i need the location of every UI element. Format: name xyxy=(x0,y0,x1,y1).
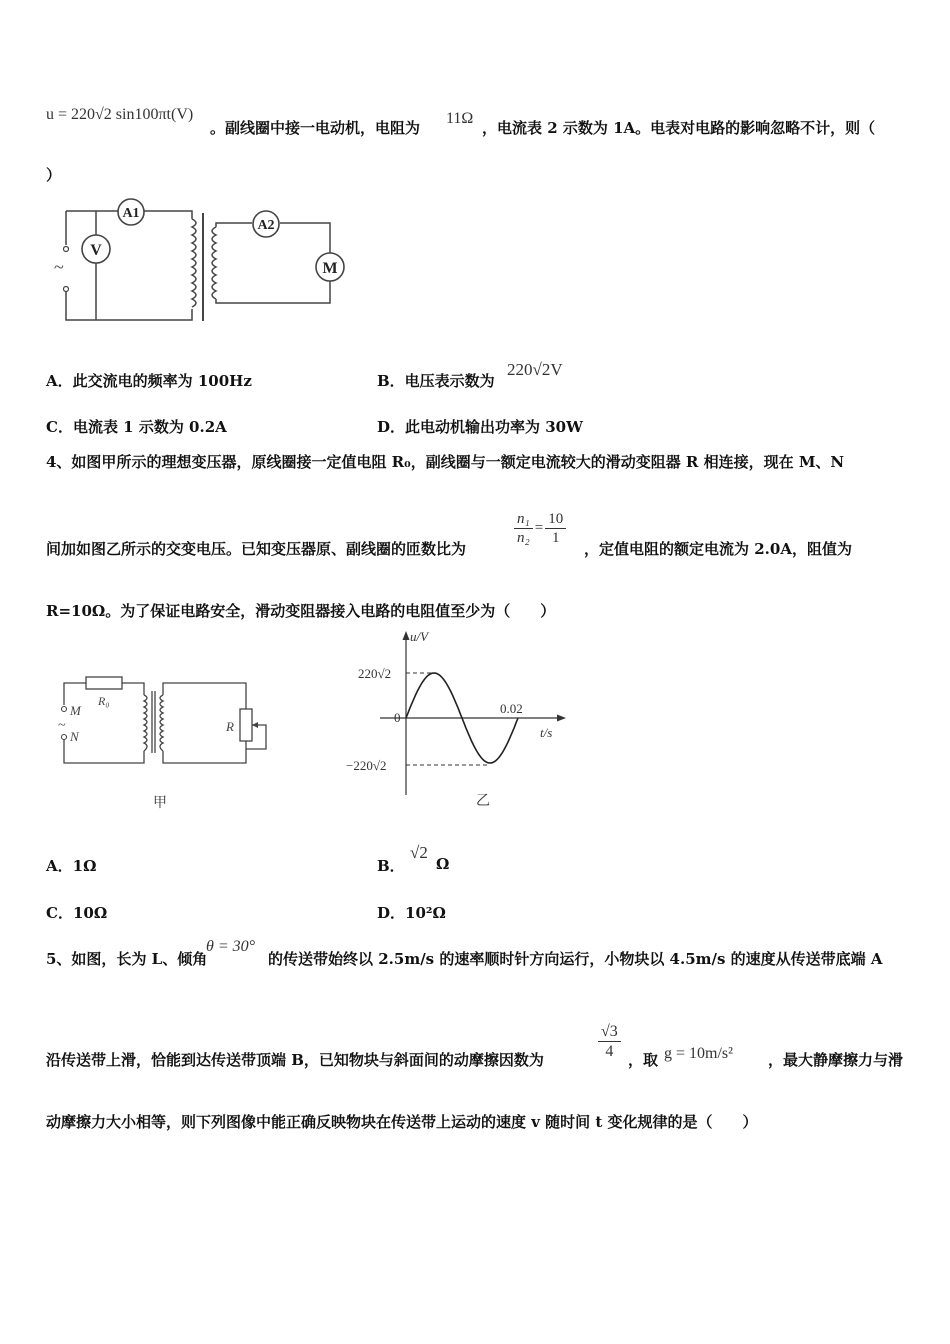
q4-line-3: R=10Ω。为了保证电路安全，滑动变阻器接入电路的电阻值至少为（ ） xyxy=(46,602,556,620)
q5-line-3: 动摩擦力大小相等，则下列图像中能正确反映物块在传送带上运动的速度 v 随时间 t 变化规律的是（ ） xyxy=(46,1113,758,1131)
q4-option-d: D．10²Ω xyxy=(377,904,446,922)
q5-line-2a: 沿传送带上滑，恰能到达传送带顶端 B，已知物块与斜面间的动摩擦因数为 xyxy=(46,1051,544,1069)
q4-figure-yi xyxy=(340,625,580,815)
q3-option-a: A．此交流电的频率为 100Hz xyxy=(46,372,252,390)
q3-motor-label: M xyxy=(322,260,338,277)
q4-option-b-value: √2 xyxy=(410,843,428,862)
q5-line-1b: 的传送带始终以 2.5m/s 的速率顺时针方向运行，小物块以 4.5m/s 的速度从传送带底端 A xyxy=(268,950,883,968)
q3-voltmeter-label: V xyxy=(90,242,102,259)
q3-motor xyxy=(316,253,344,281)
q4-option-c: C．10Ω xyxy=(46,904,108,922)
q5-mu xyxy=(598,1022,621,1061)
q3-ammeter-1 xyxy=(118,199,144,225)
q5-line-1a: 5、如图，长为 L、倾角 xyxy=(46,950,208,968)
q5-mu-den: 4 xyxy=(605,1043,614,1061)
q3-ammeter-1-label: A1 xyxy=(122,206,140,221)
q4-ratio-den: 1 xyxy=(551,530,560,546)
q3-close-paren: ） xyxy=(46,166,62,184)
q3-resistance: 11Ω xyxy=(446,110,474,127)
q3-ammeter-2 xyxy=(253,211,279,237)
q4-yi-x-axis-label: t/s xyxy=(540,725,553,740)
q4-yi-origin: 0 xyxy=(394,710,401,725)
q4-jia-label: 甲 xyxy=(153,796,167,811)
q4-jia-source: ~ xyxy=(58,718,66,733)
q4-line-2b: ，定值电阻的额定电流为 2.0A，阻值为 xyxy=(584,540,852,558)
q5-angle: θ = 30° xyxy=(206,938,256,955)
q4-yi-ymax: 220√2 xyxy=(358,666,392,681)
q3-option-c: C．电流表 1 示数为 0.2A xyxy=(46,418,227,436)
q3-option-d: D．此电动机输出功率为 30W xyxy=(377,418,583,436)
q3-source-symbol: ~ xyxy=(54,257,64,277)
q3-formula: u = 220√2 sin100πt(V) xyxy=(46,106,194,123)
q5-line-2b: ，取 xyxy=(628,1051,659,1069)
q4-yi-xtick: 0.02 xyxy=(500,701,523,716)
q4-jia-r: R xyxy=(226,719,234,734)
q3-text-b: ，电流表 2 示数为 1A。电表对电路的影响忽略不计，则（ xyxy=(482,119,876,137)
q4-jia-m: M xyxy=(70,703,81,718)
q4-yi-ymin: −220√2 xyxy=(346,758,387,773)
q3-text-a: 。副线圈中接一电动机，电阻为 xyxy=(210,119,421,137)
q3-option-b-value: 220√2V xyxy=(507,360,563,379)
q4-yi-label: 乙 xyxy=(476,794,490,809)
q5-mu-num: √3 xyxy=(598,1022,621,1042)
q3-circuit-figure xyxy=(40,195,370,330)
q4-ratio-n2: n₂ xyxy=(517,530,530,546)
q4-ratio-num: 10 xyxy=(545,510,566,529)
q5-line-2c: ，最大静摩擦力与滑 xyxy=(768,1051,904,1069)
q4-ratio-n1: n₁ xyxy=(514,510,533,529)
q4-yi-y-axis-label: u/V xyxy=(410,629,429,644)
q4-line-1: 4、如图甲所示的理想变压器，原线圈接一定值电阻 R₀，副线圈与一额定电流较大的滑动变阻器 R 相连接，现在 M、N xyxy=(46,453,845,471)
q4-jia-n: N xyxy=(70,729,79,744)
q5-g: g = 10m/s² xyxy=(664,1045,733,1062)
q3-ammeter-2-label: A2 xyxy=(257,218,275,233)
q4-option-b-unit: Ω xyxy=(436,855,450,873)
q3-voltmeter xyxy=(82,235,110,263)
q4-turns-ratio: $\frac{\text{n₁}}{\text{n₂}}$ = $\frac{10}{1}$ xyxy=(514,510,566,547)
q4-jia-r0: R₀ xyxy=(98,694,110,708)
q4-option-b: B． xyxy=(377,857,405,875)
q4-figure-jia xyxy=(50,665,280,815)
q4-line-2a: 间加如图乙所示的交变电压。已知变压器原、副线圈的匝数比为 xyxy=(46,540,467,558)
q3-option-b: B．电压表示数为 xyxy=(377,372,495,390)
q4-option-a: A．1Ω xyxy=(46,857,97,875)
